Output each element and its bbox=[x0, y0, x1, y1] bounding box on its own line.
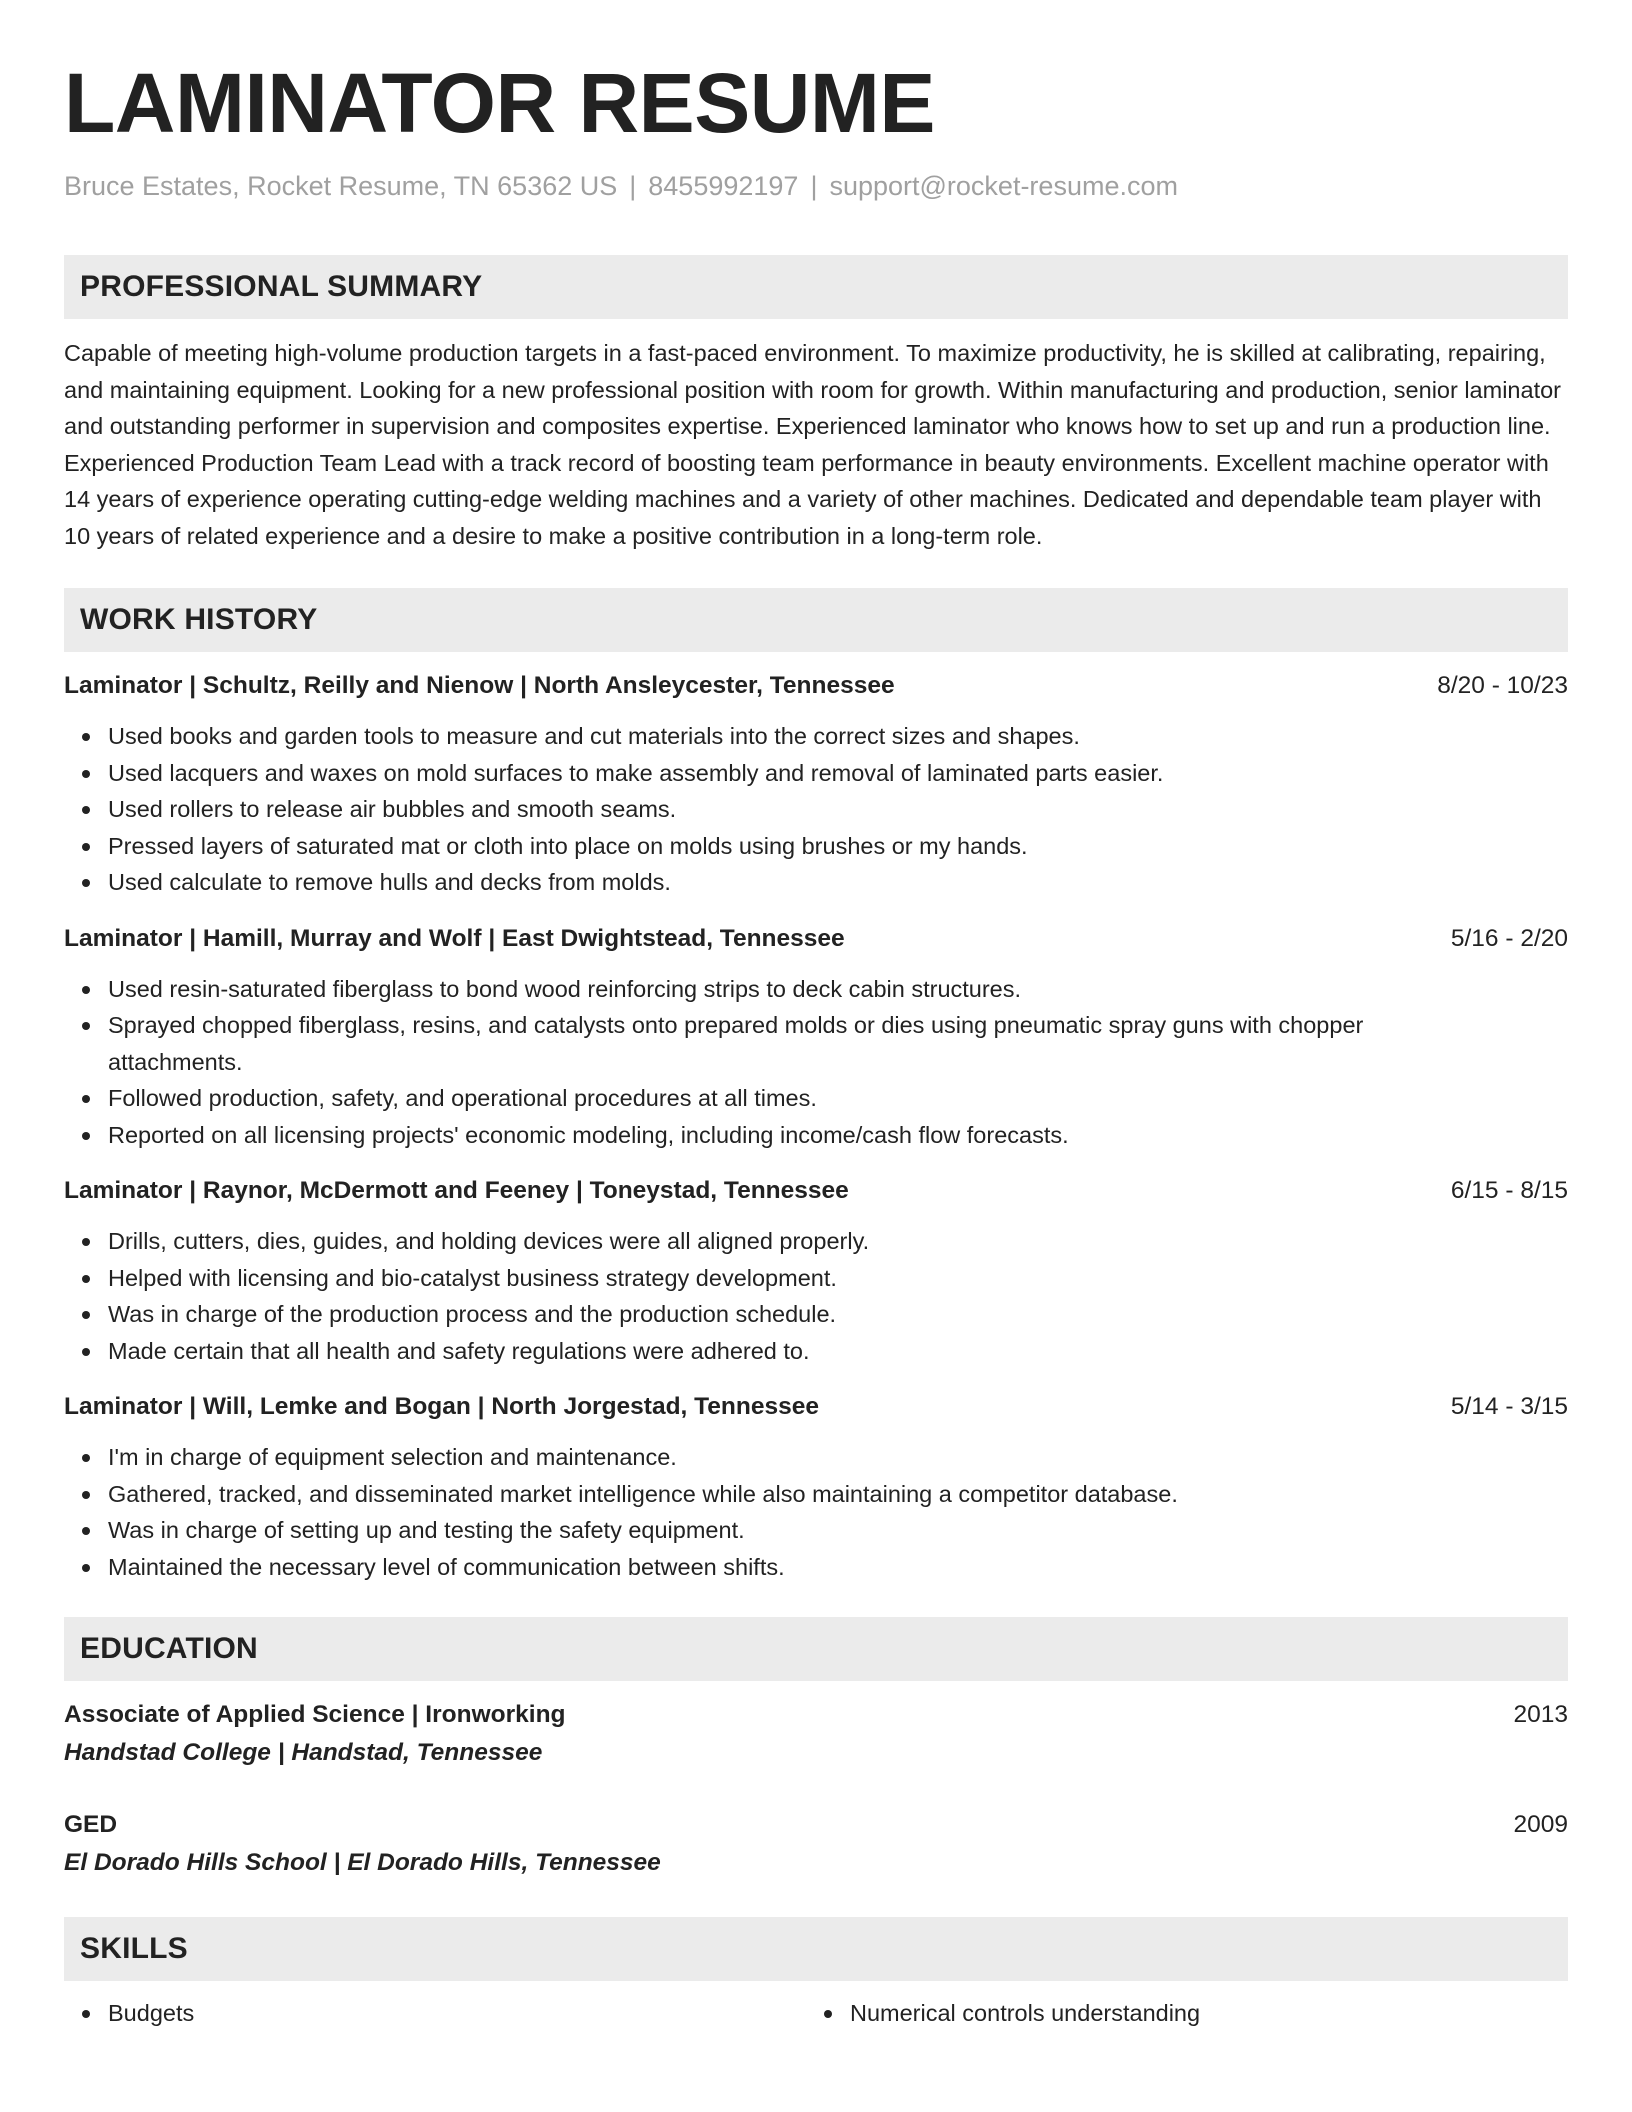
skills-column-left bbox=[64, 1995, 806, 2032]
contact-address: Bruce Estates, Rocket Resume, TN 65362 US bbox=[64, 171, 618, 201]
list-item: Reported on all licensing projects' economic modeling, including income/cash flow forecasts. bbox=[108, 1117, 1568, 1154]
list-item: Maintained the necessary level of communication between shifts. bbox=[108, 1549, 1568, 1586]
list-item: Pressed layers of saturated mat or cloth into place on molds using brushes or my hands. bbox=[108, 828, 1568, 865]
job-title: Laminator | Schultz, Reilly and Nienow | North Ansleycester, Tennessee bbox=[64, 672, 895, 699]
list-item: Was in charge of the production process and the production schedule. bbox=[108, 1296, 1568, 1333]
contact-email: support@rocket-resume.com bbox=[829, 171, 1178, 201]
job-dates: 8/20 - 10/23 bbox=[1437, 672, 1568, 699]
education-school: El Dorado Hills School | El Dorado Hills, Tennessee bbox=[64, 1849, 661, 1876]
list-item: Used calculate to remove hulls and decks from molds. bbox=[108, 864, 1568, 901]
job-bullets bbox=[64, 1439, 1568, 1585]
contact-line bbox=[64, 169, 1568, 203]
job-title: Laminator | Will, Lemke and Bogan | North Jorgestad, Tennessee bbox=[64, 1393, 819, 1420]
list-item: Drills, cutters, dies, guides, and holding devices were all aligned properly. bbox=[108, 1223, 1568, 1260]
education-year: 2013 bbox=[1513, 1701, 1568, 1728]
summary-text: Capable of meeting high-volume production targets in a fast-paced environment. To maximize productivity, he is skilled at calibrating, repairing, and maintaining equipment. Looking for a new professional position with room for growth. Within manufacturing and production, senior laminator and outstanding performer in supervision and composites expertise. Experienced laminator who knows how to set up and run a production line. Experienced Production Team Lead with a track record of boosting team performance in beauty environments. Excellent machine operator with 14 years of experience operating cutting-edge welding machines and a variety of other machines. Dedicated and dependable team player with 10 years of related experience and a desire to make a positive contribution in a long-term role. bbox=[64, 340, 1561, 549]
education-year: 2009 bbox=[1513, 1811, 1568, 1838]
contact-separator: | bbox=[629, 171, 637, 201]
contact-phone: 8455992197 bbox=[648, 171, 799, 201]
skills-grid bbox=[64, 1995, 1568, 2032]
list-item: Was in charge of setting up and testing the safety equipment. bbox=[108, 1512, 1568, 1549]
skills-column-right bbox=[806, 1995, 1548, 2032]
education-entry bbox=[64, 1807, 1568, 1881]
job-entry bbox=[64, 668, 1568, 901]
section-header-work-history: WORK HISTORY bbox=[64, 588, 1568, 652]
job-bullets bbox=[64, 971, 1568, 1154]
list-item: Gathered, tracked, and disseminated market intelligence while also maintaining a competitor database. bbox=[108, 1476, 1568, 1513]
list-item: Followed production, safety, and operational procedures at all times. bbox=[108, 1080, 1568, 1117]
job-bullets bbox=[64, 1223, 1568, 1369]
skill-item: Budgets bbox=[108, 1995, 806, 2032]
education-entry bbox=[64, 1697, 1568, 1771]
list-item: Used lacquers and waxes on mold surfaces to make assembly and removal of laminated parts easier. bbox=[108, 755, 1568, 792]
job-bullets bbox=[64, 718, 1568, 901]
job-dates: 5/16 - 2/20 bbox=[1450, 924, 1568, 952]
list-item: I'm in charge of equipment selection and maintenance. bbox=[108, 1439, 1568, 1476]
section-header-education: EDUCATION bbox=[64, 1617, 1568, 1681]
job-title: Laminator | Raynor, McDermott and Feeney | Toneystad, Tennessee bbox=[64, 1177, 849, 1204]
list-item: Used books and garden tools to measure and cut materials into the correct sizes and shapes. bbox=[108, 718, 1568, 755]
list-item: Made certain that all health and safety regulations were adhered to. bbox=[108, 1333, 1568, 1370]
education-degree: Associate of Applied Science | Ironworking bbox=[64, 1701, 566, 1728]
skill-item: Numerical controls understanding bbox=[850, 1995, 1548, 2032]
job-dates: 5/14 - 3/15 bbox=[1450, 1393, 1568, 1420]
education-degree: GED bbox=[64, 1811, 118, 1838]
list-item: Helped with licensing and bio-catalyst business strategy development. bbox=[108, 1260, 1568, 1297]
section-header-summary: PROFESSIONAL SUMMARY bbox=[64, 255, 1568, 319]
job-entry bbox=[64, 1173, 1568, 1369]
education-school: Handstad College | Handstad, Tennessee bbox=[64, 1739, 543, 1766]
contact-separator: | bbox=[810, 171, 818, 201]
list-item: Sprayed chopped fiberglass, resins, and catalysts onto prepared molds or dies using pneumatic spray guns with chopper attachments. bbox=[108, 1007, 1568, 1080]
list-item: Used resin-saturated fiberglass to bond wood reinforcing strips to deck cabin structures. bbox=[108, 971, 1568, 1008]
section-header-skills: SKILLS bbox=[64, 1917, 1568, 1981]
resume-title: LAMINATOR RESUME bbox=[64, 56, 935, 150]
job-dates: 6/15 - 8/15 bbox=[1450, 1177, 1568, 1204]
job-entry bbox=[64, 1389, 1568, 1585]
list-item: Used rollers to release air bubbles and smooth seams. bbox=[108, 791, 1568, 828]
job-title: Laminator | Hamill, Murray and Wolf | East Dwightstead, Tennessee bbox=[64, 924, 845, 952]
job-entry bbox=[64, 921, 1568, 1154]
